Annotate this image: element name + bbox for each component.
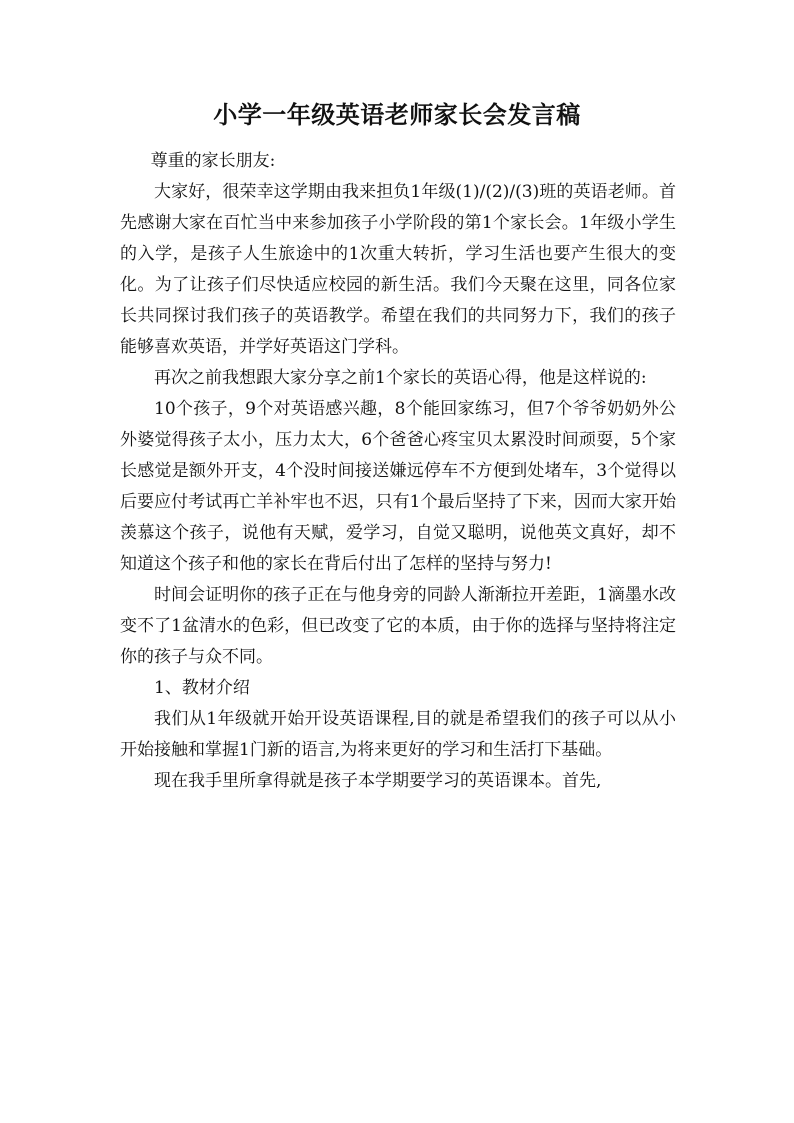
paragraph-sharing-intro: 再次之前我想跟大家分享之前1个家长的英语心得，他是这样说的: xyxy=(154,368,647,388)
paragraph-textbook-intro: 现在我手里所拿得就是孩子本学期要学习的英语课本。首先, xyxy=(154,771,602,791)
document-body xyxy=(120,146,676,797)
page-title: 小学一年级英语老师家长会发言稿 xyxy=(213,100,581,129)
salutation: 尊重的家长朋友: xyxy=(150,151,276,171)
paragraph-introduction: 大家好，很荣幸这学期由我来担负1年级(1)/(2)/(3)班的英语老师。首先感谢大家在百忙当中来参加孩子小学阶段的第1个家长会。1年级小学生的入学，是孩子人生旅途中的1次重大转折，学习生活也要产生很大的变化。为了让孩子们尽快适应校园的新生活。我们今天聚在这里，同各位家长共同探讨我们孩子的英语教学。希望在我们的共同努力下，我们的孩子能够喜欢英语，并学好英语这门学科。 xyxy=(120,182,676,357)
paragraph-course-purpose: 我们从1年级就开始开设英语课程,目的就是希望我们的孩子可以从小开始接触和掌握1门新的语言,为将来更好的学习和生活打下基础。 xyxy=(120,709,676,760)
paragraph-ten-children: 10个孩子，9个对英语感兴趣，8个能回家练习，但7个爷爷奶奶外公外婆觉得孩子太小，压力太大，6个爸爸心疼宝贝太累没时间顽耍，5个家长感觉是额外开支，4个没时间接送嫌远停车不方便到处堵车，3个觉得以后要应付考试再亡羊补牢也不迟，只有1个最后坚持了下来，因而大家开始羡慕这个孩子，说他有天赋，爱学习，自觉又聪明，说他英文真好，却不知道这个孩子和他的家长在背后付出了怎样的坚持与努力! xyxy=(120,399,676,574)
paragraph-time-proves: 时间会证明你的孩子正在与他身旁的同龄人渐渐拉开差距，1滴墨水改变不了1盆清水的色彩，但已改变了它的本质，由于你的选择与坚持将注定你的孩子与众不同。 xyxy=(120,585,676,667)
section-heading-textbook: 1、教材介绍 xyxy=(154,678,250,698)
